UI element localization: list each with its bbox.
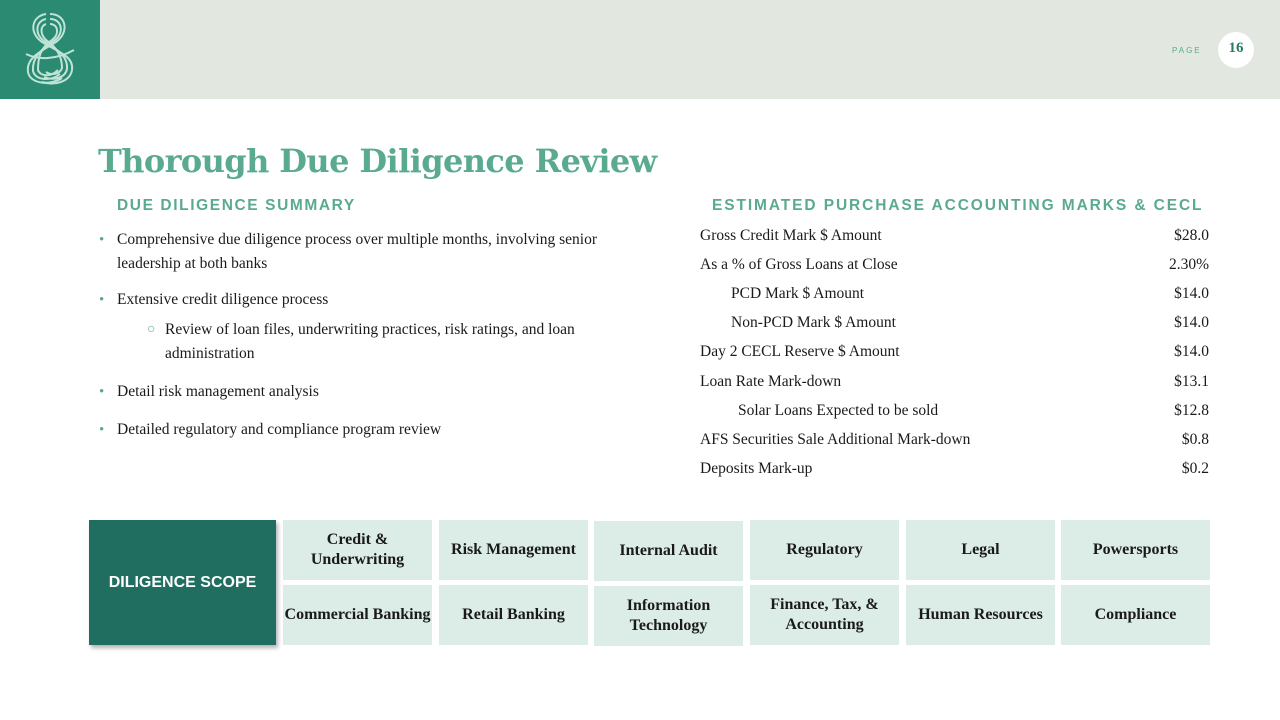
scope-tile-label: Risk Management xyxy=(451,541,576,558)
row-label: Deposits Mark-up xyxy=(700,460,813,477)
marks-heading: ESTIMATED PURCHASE ACCOUNTING MARKS & CECL xyxy=(712,197,1204,214)
scope-tile-human-resources xyxy=(906,585,1055,645)
row-label: Loan Rate Mark-down xyxy=(700,373,842,390)
row-label: AFS Securities Sale Additional Mark-down xyxy=(700,431,971,448)
row-value: $0.8 xyxy=(1181,431,1209,448)
scope-tile-legal xyxy=(906,520,1055,580)
scope-tile-label: Legal xyxy=(961,541,1000,558)
scope-tile-label: Commercial Banking xyxy=(284,606,431,623)
bullet-dot-icon: • xyxy=(99,422,105,438)
row-label: Day 2 CECL Reserve $ Amount xyxy=(700,343,900,360)
scope-tile-label: Compliance xyxy=(1094,606,1177,623)
scope-tile-compliance xyxy=(1061,585,1210,645)
scope-tile-risk-management xyxy=(439,520,588,580)
table-row xyxy=(700,340,1209,364)
row-value: $14.0 xyxy=(1174,343,1209,360)
table-row xyxy=(700,311,1209,335)
scope-tile-label: Finance, Tax, & Accounting xyxy=(770,596,879,633)
row-label: Gross Credit Mark $ Amount xyxy=(700,227,882,244)
bullet-text: Detailed regulatory and compliance program review xyxy=(117,421,442,438)
header-band xyxy=(0,0,1280,99)
page-label: PAGE xyxy=(1172,46,1202,55)
table-row xyxy=(700,399,1209,423)
scope-tile-regulatory xyxy=(750,520,899,580)
scope-tile-powersports xyxy=(1061,520,1210,580)
row-value: $28.0 xyxy=(1174,227,1209,244)
scope-tile-label: Regulatory xyxy=(786,541,863,558)
scope-tile-label: Information Technology xyxy=(626,597,711,634)
summary-heading: DUE DILIGENCE SUMMARY xyxy=(117,197,356,214)
bullet-text: Extensive credit diligence process xyxy=(117,291,329,308)
bullet-dot-icon: • xyxy=(99,292,105,308)
scope-tile-information-technology xyxy=(594,586,743,646)
logo xyxy=(0,0,100,99)
bullet-dot-icon: • xyxy=(99,384,105,400)
table-row xyxy=(700,253,1209,277)
scope-tile-finance-tax-accounting xyxy=(750,585,899,645)
scope-tile-internal-audit xyxy=(594,521,743,581)
table-row xyxy=(700,224,1209,248)
row-value: $0.2 xyxy=(1181,460,1209,477)
page-title: Thorough Due Diligence Review xyxy=(98,142,657,180)
diligence-scope-box xyxy=(89,520,276,645)
table-row xyxy=(700,457,1209,481)
scope-tile-retail-banking xyxy=(439,585,588,645)
scope-tile-label: Credit & Underwriting xyxy=(310,531,405,568)
row-label: As a % of Gross Loans at Close xyxy=(700,256,898,273)
bullet-dot-icon: • xyxy=(99,232,105,248)
diligence-scope-label: DILIGENCE SCOPE xyxy=(108,573,257,591)
scope-tile-label: Human Resources xyxy=(918,606,1043,623)
sub-bullet-text: Review of loan files, underwriting practices, risk ratings, and loan administration xyxy=(165,321,575,362)
row-value: $12.8 xyxy=(1174,402,1209,419)
row-value: $14.0 xyxy=(1174,314,1209,331)
bullet-text: Comprehensive due diligence process over multiple months, involving senior leadership at both banks xyxy=(117,231,597,272)
row-label: Non-PCD Mark $ Amount xyxy=(731,314,896,331)
scope-tile-label: Powersports xyxy=(1092,541,1179,558)
bullet-text: Detail risk management analysis xyxy=(117,383,319,400)
circle-bullet-icon: ○ xyxy=(147,322,156,337)
row-label: Solar Loans Expected to be sold xyxy=(738,402,939,419)
row-value: 2.30% xyxy=(1168,256,1209,273)
page-number-badge xyxy=(1218,32,1254,68)
scope-tile-label: Internal Audit xyxy=(619,542,718,559)
scope-tile-commercial-banking xyxy=(283,585,432,645)
table-row xyxy=(700,370,1209,394)
row-label: PCD Mark $ Amount xyxy=(731,285,865,302)
scope-tile-credit-underwriting xyxy=(283,520,432,580)
scope-tile-label: Retail Banking xyxy=(462,606,565,623)
interlocking-loops-logo-icon xyxy=(16,10,84,88)
row-value: $14.0 xyxy=(1174,285,1209,302)
row-value: $13.1 xyxy=(1174,373,1209,390)
table-row xyxy=(700,282,1209,306)
page-number: 16 xyxy=(1228,39,1244,56)
table-row xyxy=(700,428,1209,452)
